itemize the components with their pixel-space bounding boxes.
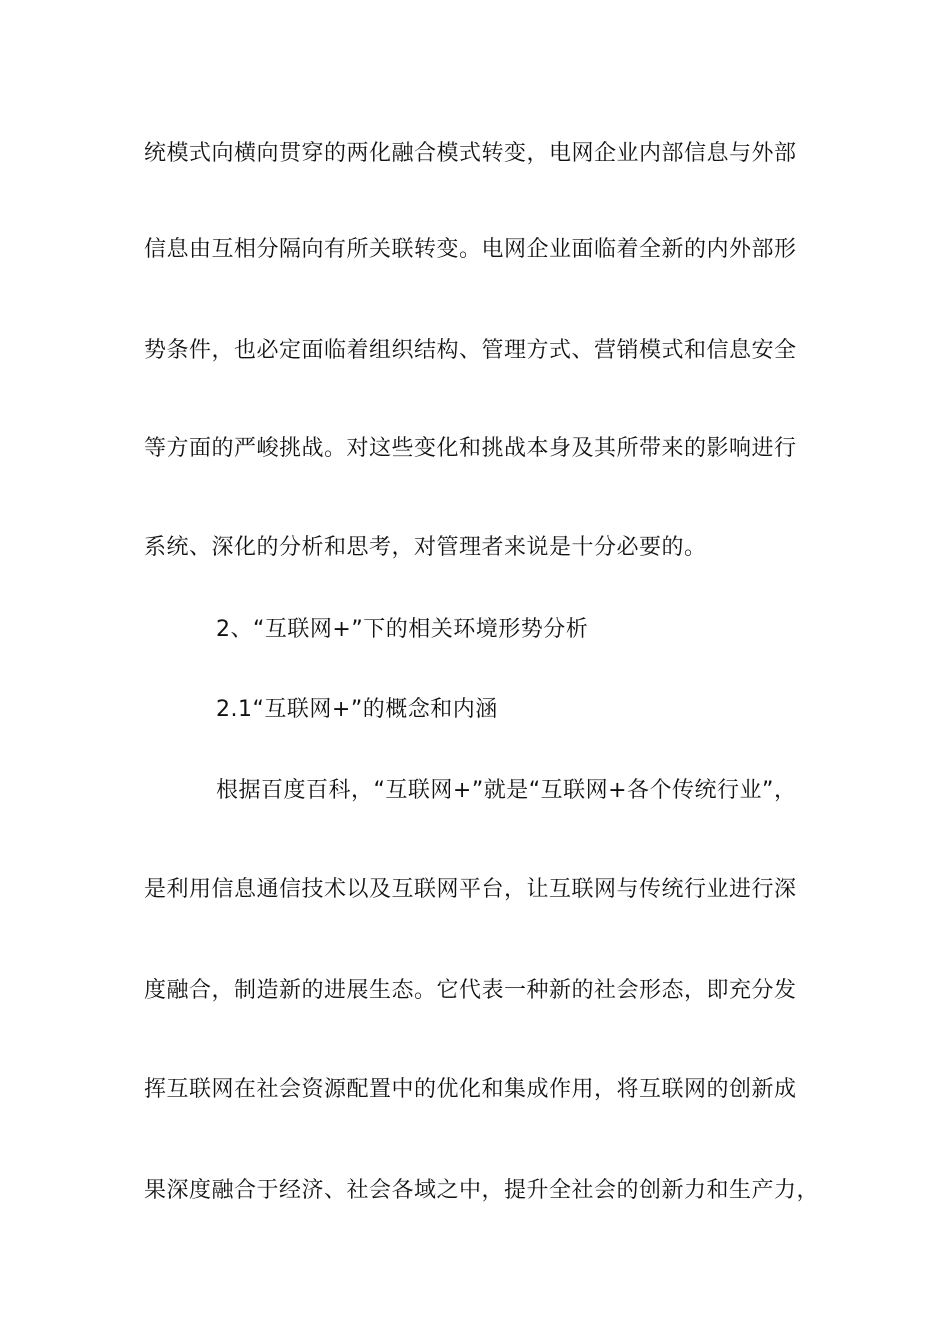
paragraph-line: 果深度融合于经济、社会各域之中，提升全社会的创新力和生产力， [144,1178,820,1203]
paragraph-line: 挥互联网在社会资源配置中的优化和集成作用，将互联网的创新成 [144,1077,797,1102]
paragraph-line: 根据百度百科，“互联网+”就是“互联网+各个传统行业”， [216,778,797,803]
paragraph-line: 等方面的严峻挑战。对这些变化和挑战本身及其所带来的影响进行 [144,436,797,461]
paragraph-line: 系统、深化的分析和思考，对管理者来说是十分必要的。 [144,535,707,560]
paragraph-line: 是利用信息通信技术以及互联网平台，让互联网与传统行业进行深 [144,877,797,902]
paragraph-line: 统模式向横向贯穿的两化融合模式转变，电网企业内部信息与外部 [144,141,797,166]
section-heading: 2、“互联网+”下的相关环境形势分析 [216,617,589,642]
paragraph-line: 度融合，制造新的进展生态。它代表一种新的社会形态，即充分发 [144,978,797,1003]
paragraph-line: 势条件，也必定面临着组织结构、管理方式、营销模式和信息安全 [144,338,797,363]
paragraph-line: 信息由互相分隔向有所关联转变。电网企业面临着全新的内外部形 [144,237,797,262]
subsection-heading: 2.1“互联网+”的概念和内涵 [216,697,498,722]
